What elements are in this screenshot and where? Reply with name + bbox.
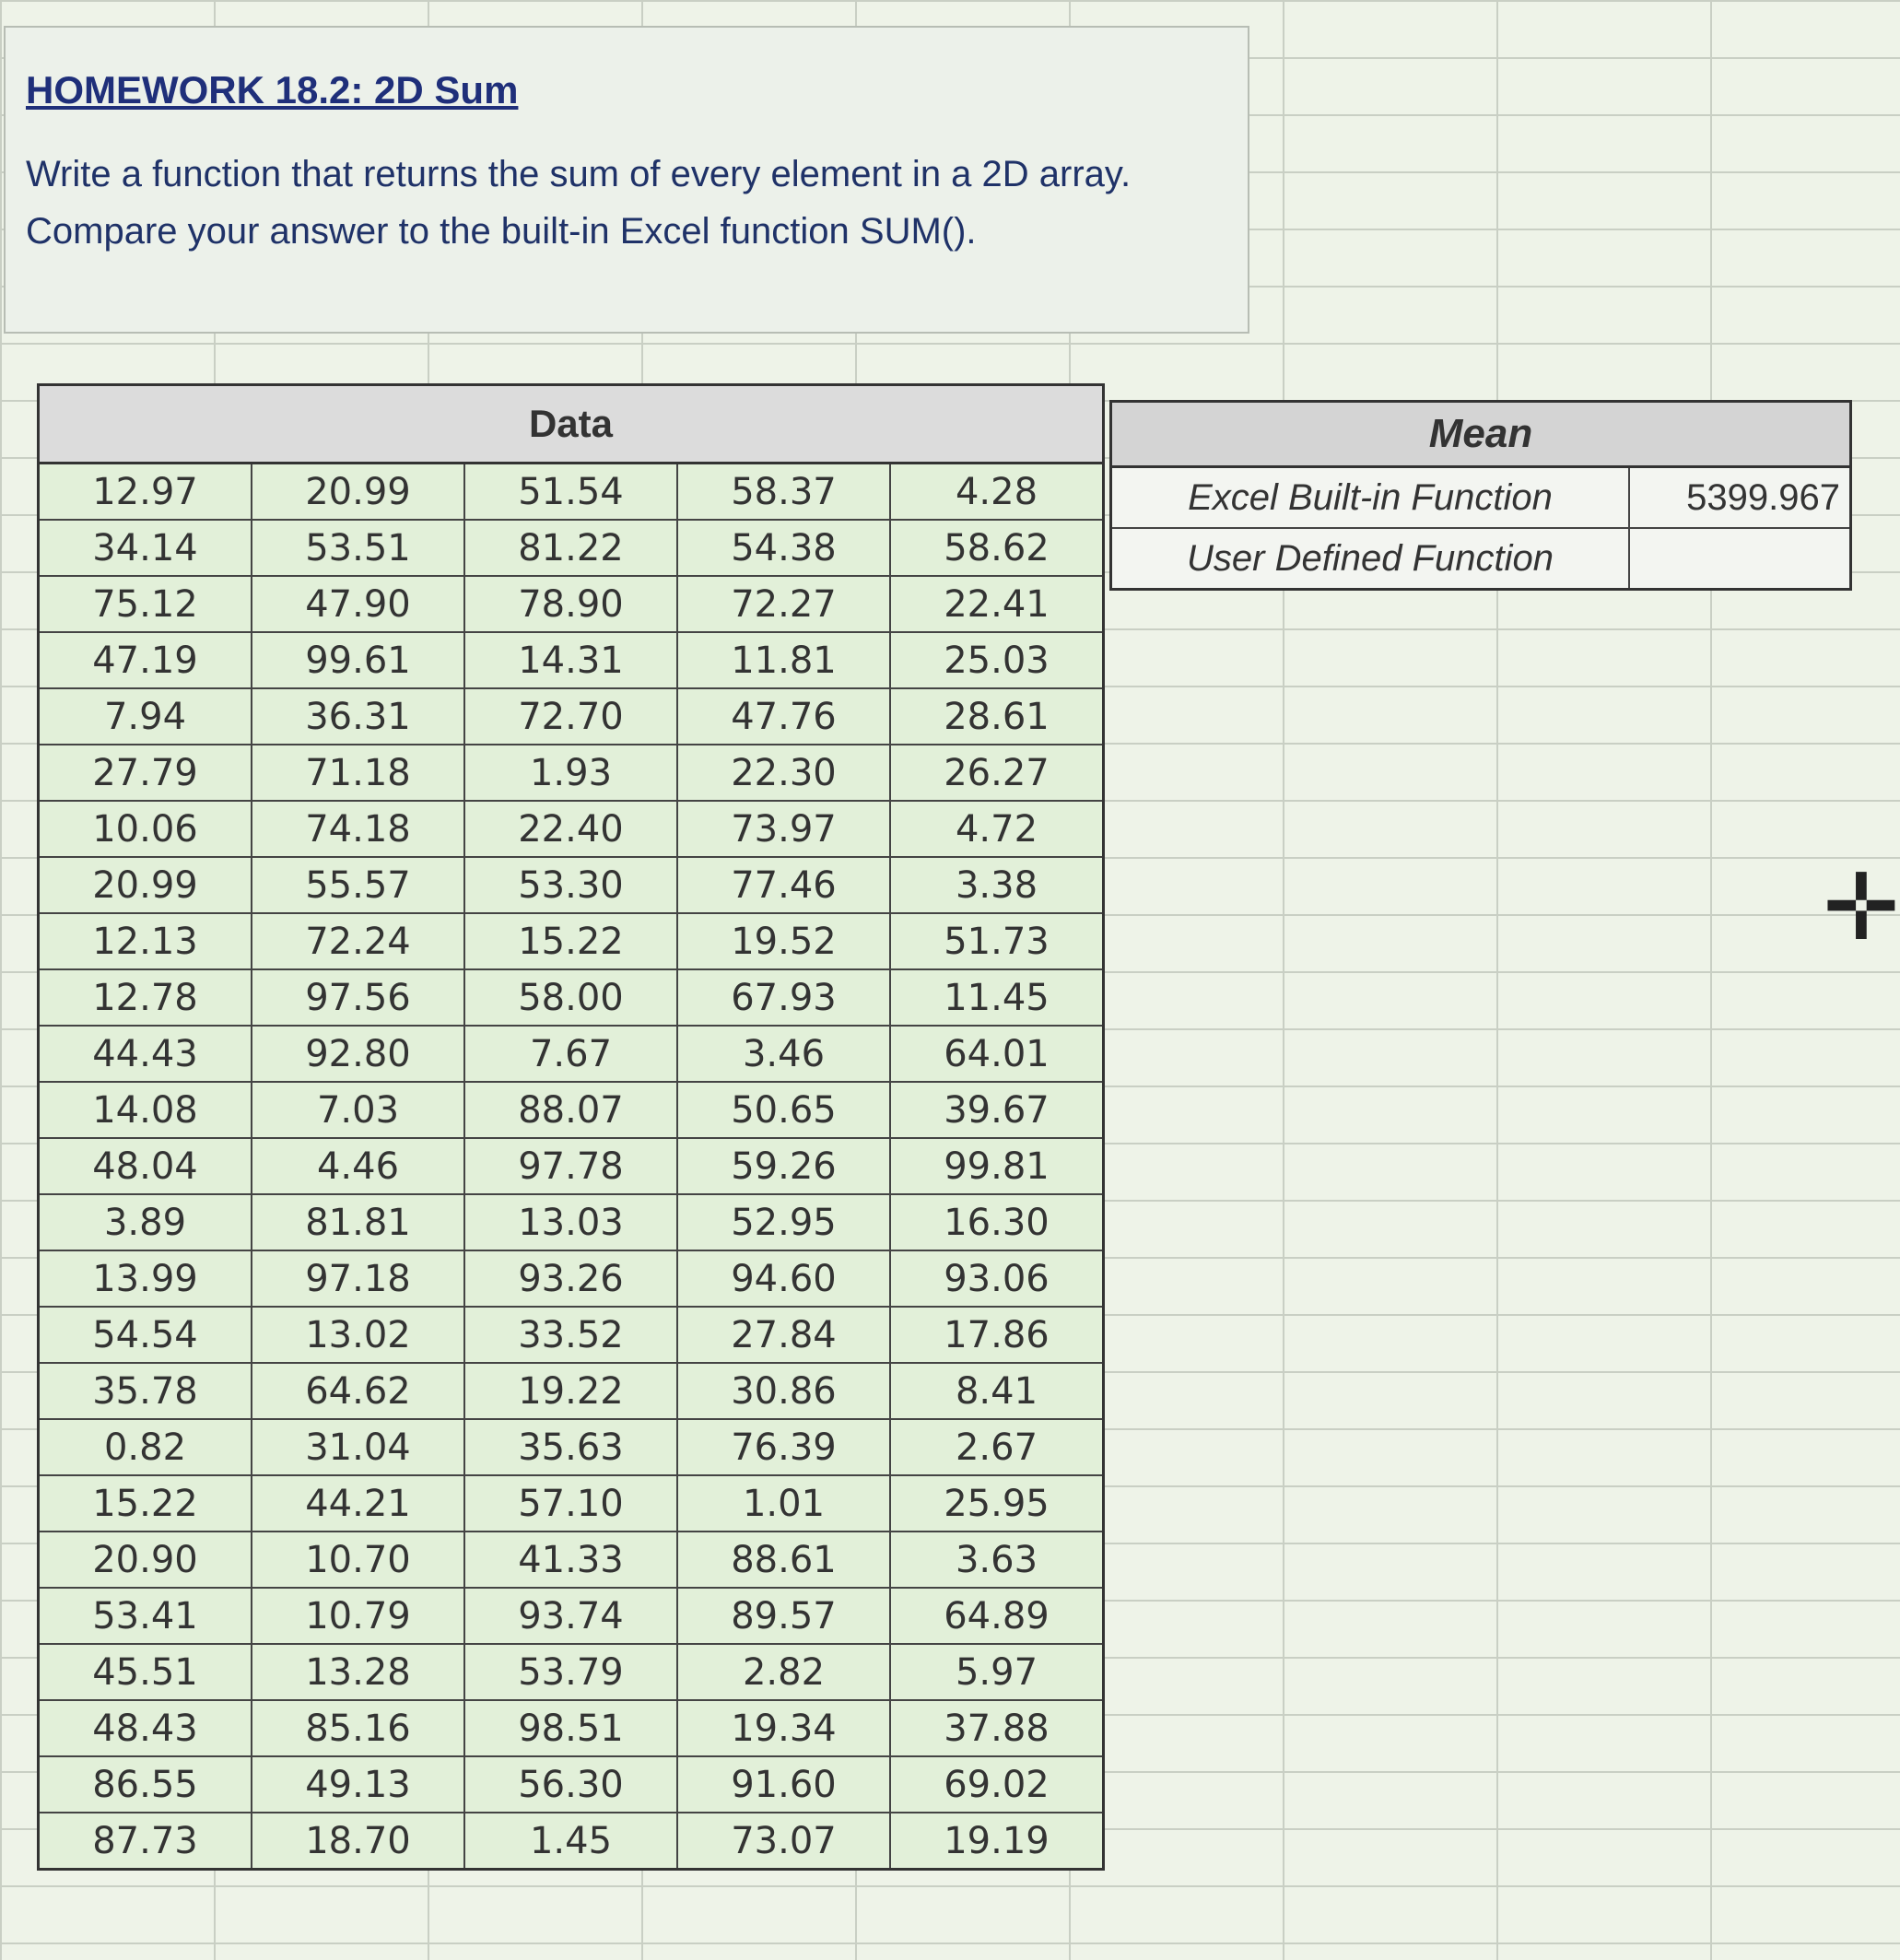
data-cell[interactable]: 98.51 — [464, 1700, 677, 1756]
data-cell[interactable]: 72.70 — [464, 688, 677, 745]
data-row — [39, 520, 1104, 576]
data-cell[interactable]: 51.54 — [464, 464, 677, 521]
data-cell[interactable]: 99.61 — [252, 632, 464, 688]
data-row — [39, 688, 1104, 745]
data-cell[interactable]: 13.28 — [252, 1644, 464, 1700]
data-cell[interactable]: 25.03 — [890, 632, 1104, 688]
data-cell[interactable]: 97.78 — [464, 1138, 677, 1194]
data-row — [39, 745, 1104, 801]
data-cell[interactable]: 47.19 — [39, 632, 252, 688]
data-cell[interactable]: 93.06 — [890, 1250, 1104, 1307]
data-cell[interactable]: 49.13 — [252, 1756, 464, 1813]
data-row — [39, 913, 1104, 969]
data-cell[interactable]: 93.26 — [464, 1250, 677, 1307]
data-row — [39, 1644, 1104, 1700]
data-cell[interactable]: 97.56 — [252, 969, 464, 1026]
data-cell[interactable]: 35.78 — [39, 1363, 252, 1419]
data-cell[interactable]: 30.86 — [677, 1363, 890, 1419]
data-cell[interactable]: 15.22 — [39, 1475, 252, 1532]
data-cell[interactable]: 93.74 — [464, 1588, 677, 1644]
data-cell[interactable]: 7.03 — [252, 1082, 464, 1138]
data-row — [39, 1419, 1104, 1475]
data-row — [39, 576, 1104, 632]
data-cell[interactable]: 18.70 — [252, 1813, 464, 1870]
data-cell[interactable]: 88.07 — [464, 1082, 677, 1138]
data-cell[interactable]: 11.45 — [890, 969, 1104, 1026]
data-cell[interactable]: 86.55 — [39, 1756, 252, 1813]
data-cell[interactable]: 77.46 — [677, 857, 890, 913]
instructions-line-2: Compare your answer to the built-in Excel function SUM(). — [26, 211, 977, 252]
data-cell[interactable]: 22.40 — [464, 801, 677, 857]
data-cell[interactable]: 71.18 — [252, 745, 464, 801]
data-cell[interactable]: 22.30 — [677, 745, 890, 801]
data-cell[interactable]: 57.10 — [464, 1475, 677, 1532]
data-cell[interactable]: 75.12 — [39, 576, 252, 632]
data-table — [37, 383, 1105, 1871]
data-cell[interactable]: 8.41 — [890, 1363, 1104, 1419]
data-cell[interactable]: 36.31 — [252, 688, 464, 745]
data-row — [39, 1700, 1104, 1756]
data-cell[interactable]: 1.45 — [464, 1813, 677, 1870]
data-cell[interactable]: 53.51 — [252, 520, 464, 576]
data-cell[interactable]: 4.72 — [890, 801, 1104, 857]
data-cell[interactable]: 53.30 — [464, 857, 677, 913]
data-row — [39, 1588, 1104, 1644]
data-cell[interactable]: 88.61 — [677, 1532, 890, 1588]
data-cell[interactable]: 94.60 — [677, 1250, 890, 1307]
data-cell[interactable]: 64.62 — [252, 1363, 464, 1419]
data-cell[interactable]: 85.16 — [252, 1700, 464, 1756]
data-cell[interactable]: 47.90 — [252, 576, 464, 632]
data-cell[interactable]: 20.90 — [39, 1532, 252, 1588]
data-cell[interactable]: 14.31 — [464, 632, 677, 688]
data-row — [39, 1250, 1104, 1307]
data-cell[interactable]: 91.60 — [677, 1756, 890, 1813]
data-cell[interactable]: 81.81 — [252, 1194, 464, 1250]
data-cell[interactable]: 59.26 — [677, 1138, 890, 1194]
data-cell[interactable]: 52.95 — [677, 1194, 890, 1250]
mean-row-user — [1111, 528, 1851, 590]
data-cell[interactable]: 5.97 — [890, 1644, 1104, 1700]
data-cell[interactable]: 27.84 — [677, 1307, 890, 1363]
user-function-label-cell[interactable]: User Defined Function — [1111, 528, 1630, 590]
data-cell[interactable]: 48.43 — [39, 1700, 252, 1756]
data-row — [39, 1813, 1104, 1870]
excel-function-value-cell[interactable]: 5399.967 — [1629, 467, 1851, 529]
data-cell[interactable]: 99.81 — [890, 1138, 1104, 1194]
data-cell[interactable]: 31.04 — [252, 1419, 464, 1475]
instructions-line-1: Write a function that returns the sum of every element in a 2D array. — [26, 154, 1132, 194]
mean-row-excel — [1111, 467, 1851, 529]
data-cell[interactable]: 72.24 — [252, 913, 464, 969]
data-cell[interactable]: 69.02 — [890, 1756, 1104, 1813]
data-cell[interactable]: 47.76 — [677, 688, 890, 745]
data-cell[interactable]: 14.08 — [39, 1082, 252, 1138]
data-cell[interactable]: 89.57 — [677, 1588, 890, 1644]
data-cell[interactable]: 26.27 — [890, 745, 1104, 801]
data-cell[interactable]: 72.27 — [677, 576, 890, 632]
data-cell[interactable]: 44.43 — [39, 1026, 252, 1082]
data-row — [39, 1194, 1104, 1250]
data-cell[interactable]: 19.34 — [677, 1700, 890, 1756]
data-cell[interactable]: 22.41 — [890, 576, 1104, 632]
data-cell[interactable]: 19.52 — [677, 913, 890, 969]
data-cell[interactable]: 73.07 — [677, 1813, 890, 1870]
data-cell[interactable]: 37.88 — [890, 1700, 1104, 1756]
data-row — [39, 1756, 1104, 1813]
data-cell[interactable]: 12.13 — [39, 913, 252, 969]
plus-cursor-icon: ✛ — [1823, 856, 1900, 959]
data-cell[interactable]: 3.89 — [39, 1194, 252, 1250]
data-cell[interactable]: 3.46 — [677, 1026, 890, 1082]
data-cell[interactable]: 20.99 — [252, 464, 464, 521]
data-cell[interactable]: 73.97 — [677, 801, 890, 857]
data-cell[interactable]: 16.30 — [890, 1194, 1104, 1250]
data-cell[interactable]: 15.22 — [464, 913, 677, 969]
data-cell[interactable]: 74.18 — [252, 801, 464, 857]
data-cell[interactable]: 39.67 — [890, 1082, 1104, 1138]
data-cell[interactable]: 4.28 — [890, 464, 1104, 521]
data-row — [39, 1026, 1104, 1082]
data-cell[interactable]: 3.38 — [890, 857, 1104, 913]
data-cell[interactable]: 4.46 — [252, 1138, 464, 1194]
data-cell[interactable]: 13.99 — [39, 1250, 252, 1307]
excel-function-label-cell[interactable]: Excel Built-in Function — [1111, 467, 1630, 529]
data-cell[interactable]: 12.97 — [39, 464, 252, 521]
data-cell[interactable]: 12.78 — [39, 969, 252, 1026]
data-cell[interactable]: 44.21 — [252, 1475, 464, 1532]
mean-header-cell[interactable]: Mean — [1111, 402, 1851, 467]
data-cell[interactable]: 50.65 — [677, 1082, 890, 1138]
data-row — [39, 801, 1104, 857]
data-header-cell[interactable]: Data — [39, 385, 1104, 464]
data-row — [39, 1532, 1104, 1588]
data-cell[interactable]: 92.80 — [252, 1026, 464, 1082]
data-cell[interactable]: 7.67 — [464, 1026, 677, 1082]
data-cell[interactable]: 10.70 — [252, 1532, 464, 1588]
data-row — [39, 1307, 1104, 1363]
data-cell[interactable]: 19.22 — [464, 1363, 677, 1419]
data-cell[interactable]: 17.86 — [890, 1307, 1104, 1363]
mean-table — [1109, 400, 1852, 591]
user-function-value-cell[interactable] — [1629, 528, 1851, 590]
data-cell[interactable]: 19.19 — [890, 1813, 1104, 1870]
data-cell[interactable]: 64.89 — [890, 1588, 1104, 1644]
data-cell[interactable]: 97.18 — [252, 1250, 464, 1307]
data-row — [39, 632, 1104, 688]
data-cell[interactable]: 1.93 — [464, 745, 677, 801]
data-cell[interactable]: 54.38 — [677, 520, 890, 576]
data-row — [39, 969, 1104, 1026]
data-cell[interactable]: 58.00 — [464, 969, 677, 1026]
data-cell[interactable]: 56.30 — [464, 1756, 677, 1813]
data-cell[interactable]: 35.63 — [464, 1419, 677, 1475]
data-cell[interactable]: 10.79 — [252, 1588, 464, 1644]
data-cell[interactable]: 67.93 — [677, 969, 890, 1026]
data-cell[interactable]: 78.90 — [464, 576, 677, 632]
data-cell[interactable]: 2.67 — [890, 1419, 1104, 1475]
data-cell[interactable]: 53.41 — [39, 1588, 252, 1644]
data-cell[interactable]: 58.62 — [890, 520, 1104, 576]
data-cell[interactable]: 0.82 — [39, 1419, 252, 1475]
data-cell[interactable]: 11.81 — [677, 632, 890, 688]
data-table-body — [39, 464, 1104, 1870]
data-cell[interactable]: 3.63 — [890, 1532, 1104, 1588]
instructions-text — [26, 146, 1227, 260]
data-cell[interactable]: 27.79 — [39, 745, 252, 801]
data-cell[interactable]: 54.54 — [39, 1307, 252, 1363]
data-cell[interactable]: 13.02 — [252, 1307, 464, 1363]
data-row — [39, 1138, 1104, 1194]
data-cell[interactable]: 25.95 — [890, 1475, 1104, 1532]
data-cell[interactable]: 58.37 — [677, 464, 890, 521]
data-cell[interactable]: 51.73 — [890, 913, 1104, 969]
data-cell[interactable]: 53.79 — [464, 1644, 677, 1700]
data-row — [39, 1082, 1104, 1138]
data-row — [39, 1363, 1104, 1419]
data-cell[interactable]: 76.39 — [677, 1419, 890, 1475]
data-cell[interactable]: 1.01 — [677, 1475, 890, 1532]
data-cell[interactable]: 34.14 — [39, 520, 252, 576]
data-cell[interactable]: 28.61 — [890, 688, 1104, 745]
data-cell[interactable]: 7.94 — [39, 688, 252, 745]
data-cell[interactable]: 48.04 — [39, 1138, 252, 1194]
data-cell[interactable]: 13.03 — [464, 1194, 677, 1250]
data-cell[interactable]: 20.99 — [39, 857, 252, 913]
data-cell[interactable]: 10.06 — [39, 801, 252, 857]
data-row — [39, 857, 1104, 913]
data-cell[interactable]: 87.73 — [39, 1813, 252, 1870]
data-cell[interactable]: 33.52 — [464, 1307, 677, 1363]
instructions-textbox[interactable] — [4, 26, 1249, 334]
data-cell[interactable]: 81.22 — [464, 520, 677, 576]
data-cell[interactable]: 41.33 — [464, 1532, 677, 1588]
data-cell[interactable]: 55.57 — [252, 857, 464, 913]
data-cell[interactable]: 2.82 — [677, 1644, 890, 1700]
data-row — [39, 1475, 1104, 1532]
data-cell[interactable]: 64.01 — [890, 1026, 1104, 1082]
data-cell[interactable]: 45.51 — [39, 1644, 252, 1700]
data-row — [39, 464, 1104, 521]
homework-title: HOMEWORK 18.2: 2D Sum — [26, 68, 519, 111]
